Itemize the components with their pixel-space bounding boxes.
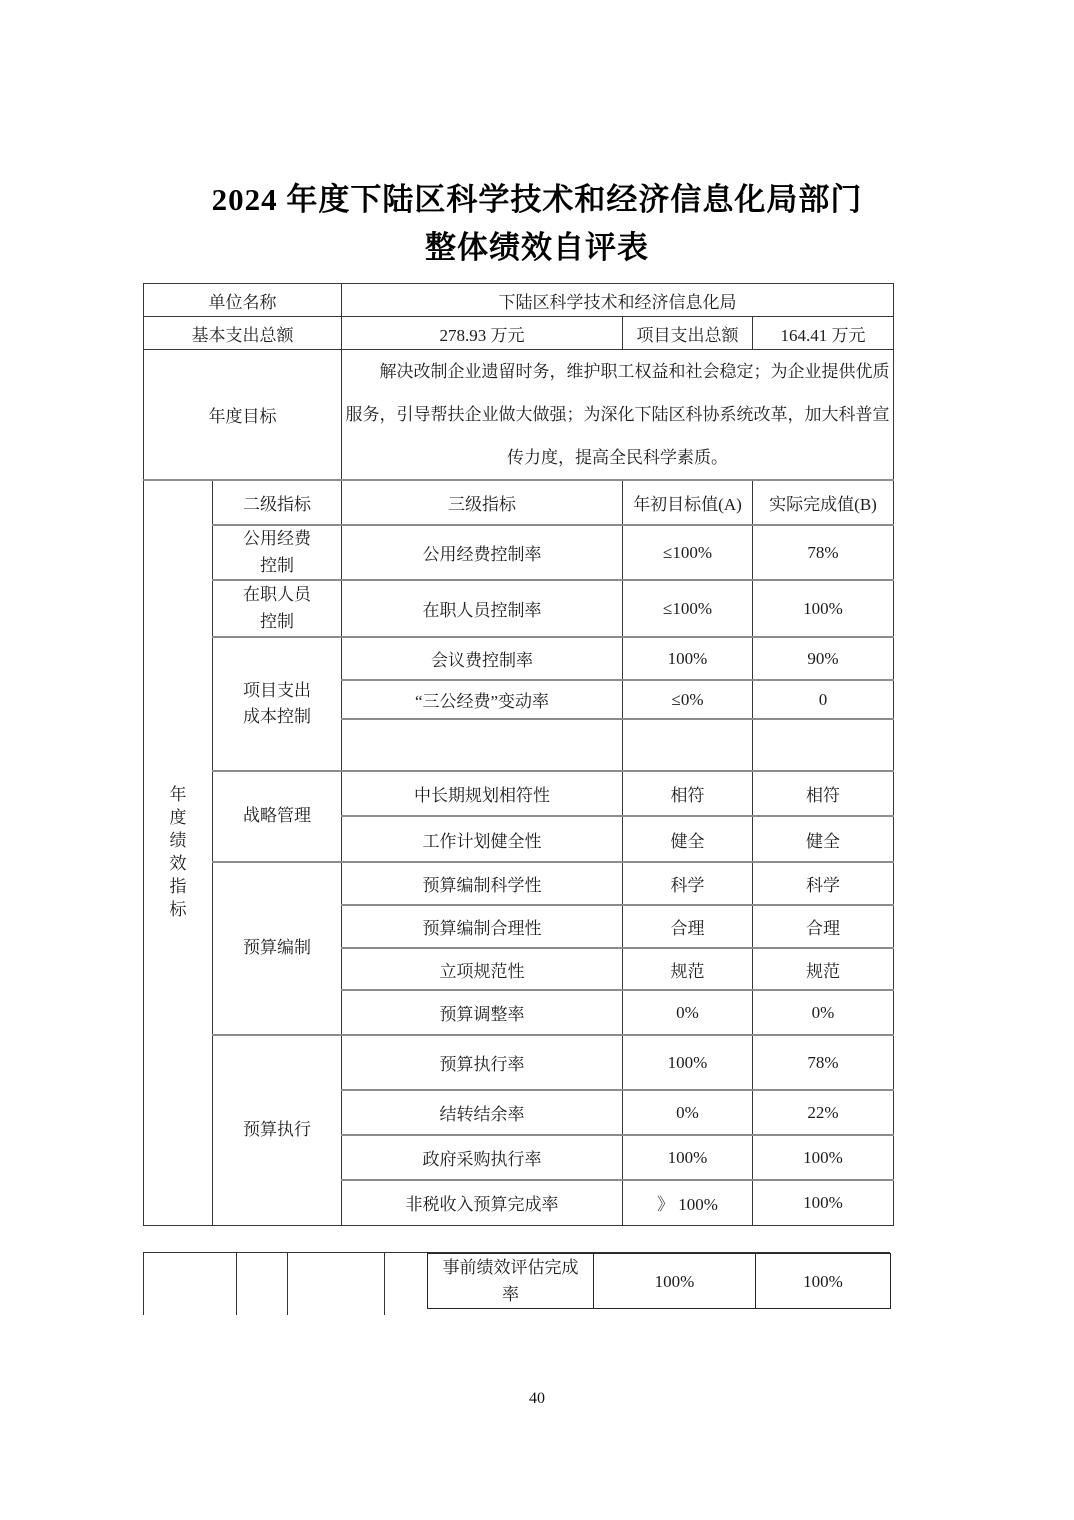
target-value: ≤100%: [623, 525, 753, 580]
continuation-indicator-name: 事前绩效评估完成率: [427, 1253, 594, 1309]
continuation-table-fragment: [143, 1252, 890, 1316]
actual-value: 健全: [753, 816, 894, 862]
indicator-name: 预算编制科学性: [342, 862, 623, 905]
group-name-cell: [213, 637, 342, 771]
actual-value: 合理: [753, 905, 894, 948]
annual-goal-row: [144, 350, 894, 481]
target-value: 100%: [623, 1135, 753, 1180]
group-name-cell: [213, 862, 342, 1035]
actual-value: [753, 719, 894, 771]
target-value: 科学: [623, 862, 753, 905]
indicator-name: 会议费控制率: [342, 637, 623, 680]
indicator-row: [144, 862, 894, 905]
page-title: [0, 176, 1074, 272]
unit-name-label: 单位名称: [144, 284, 342, 317]
header-level2: 二级指标: [213, 480, 342, 525]
actual-value: 0: [753, 680, 894, 719]
header-target: 年初目标值(A): [623, 480, 753, 525]
unit-name-value: 下陆区科学技术和经济信息化局: [342, 284, 894, 317]
indicator-name: 中长期规划相符性: [342, 771, 623, 816]
fragment-line: [287, 1253, 288, 1315]
annual-goal-text: 解决改制企业遗留时务，维护职工权益和社会稳定；为企业提供优质服务，引导帮扶企业做大做强；为深化下陆区科协系统改革，加大科普宣传力度，提高全民科学素质。: [342, 350, 894, 481]
header-actual: 实际完成值(B): [753, 480, 894, 525]
group-name-cell: [213, 525, 342, 580]
indicator-name: 公用经费控制率: [342, 525, 623, 580]
fragment-line: [143, 1253, 144, 1315]
page-number: 40: [529, 1390, 545, 1407]
target-value: 》 100%: [623, 1180, 753, 1225]
target-value: ≤100%: [623, 580, 753, 637]
section-label: 年度绩效指标: [169, 784, 187, 919]
continuation-target-value: 100%: [593, 1253, 756, 1309]
group-name: 预算编制: [243, 938, 311, 958]
indicator-row: [144, 580, 894, 637]
group-name: 公用经费控制: [243, 529, 311, 575]
target-value: [623, 719, 753, 771]
header-level3: 三级指标: [342, 480, 623, 525]
fragment-line: [236, 1253, 237, 1315]
actual-value: 科学: [753, 862, 894, 905]
target-value: ≤0%: [623, 680, 753, 719]
group-name-cell: [213, 580, 342, 637]
title-line-1: 2024 年度下陆区科学技术和经济信息化局部门: [211, 182, 863, 217]
indicator-name: 非税收入预算完成率: [342, 1180, 623, 1225]
fragment-line: [384, 1253, 385, 1315]
expense-row: [144, 317, 894, 350]
indicator-name: 结转结余率: [342, 1090, 623, 1135]
actual-value: 100%: [753, 1180, 894, 1225]
actual-value: 90%: [753, 637, 894, 680]
actual-value: 0%: [753, 990, 894, 1035]
group-name: 战略管理: [243, 806, 311, 826]
actual-value: 22%: [753, 1090, 894, 1135]
group-name-cell: [213, 1035, 342, 1225]
indicator-row: [144, 771, 894, 816]
target-value: 100%: [623, 637, 753, 680]
indicator-name: “三公经费”变动率: [342, 680, 623, 719]
actual-value: 78%: [753, 1035, 894, 1090]
target-value: 健全: [623, 816, 753, 862]
target-value: 相符: [623, 771, 753, 816]
group-name: 项目支出成本控制: [243, 680, 311, 726]
indicator-name: [342, 719, 623, 771]
indicator-row: [144, 525, 894, 580]
indicator-name: 在职人员控制率: [342, 580, 623, 637]
target-value: 0%: [623, 1090, 753, 1135]
indicator-header-row: [144, 480, 894, 525]
project-expense-label: 项目支出总额: [623, 317, 753, 350]
indicator-row: [144, 1035, 894, 1090]
annual-goal-label: 年度目标: [144, 350, 342, 481]
actual-value: 100%: [753, 1135, 894, 1180]
target-value: 0%: [623, 990, 753, 1035]
indicator-name: 政府采购执行率: [342, 1135, 623, 1180]
indicator-name: 预算编制合理性: [342, 905, 623, 948]
basic-expense-label: 基本支出总额: [144, 317, 342, 350]
project-expense-value: 164.41 万元: [753, 317, 894, 350]
actual-value: 规范: [753, 948, 894, 990]
basic-expense-value: 278.93 万元: [342, 317, 623, 350]
target-value: 合理: [623, 905, 753, 948]
indicator-name: 预算调整率: [342, 990, 623, 1035]
indicator-row: [144, 637, 894, 680]
continuation-actual-value: 100%: [755, 1253, 891, 1309]
target-value: 规范: [623, 948, 753, 990]
section-label-cell: [144, 480, 213, 1225]
actual-value: 相符: [753, 771, 894, 816]
group-name: 在职人员控制: [243, 585, 311, 631]
performance-table: [143, 283, 894, 1226]
title-line-2: 整体绩效自评表: [425, 230, 649, 265]
group-name-cell: [213, 771, 342, 862]
indicator-name: 预算执行率: [342, 1035, 623, 1090]
actual-value: 78%: [753, 525, 894, 580]
actual-value: 100%: [753, 580, 894, 637]
indicator-name: 工作计划健全性: [342, 816, 623, 862]
target-value: 100%: [623, 1035, 753, 1090]
unit-name-row: [144, 284, 894, 317]
group-name: 预算执行: [243, 1120, 311, 1140]
indicator-name: 立项规范性: [342, 948, 623, 990]
